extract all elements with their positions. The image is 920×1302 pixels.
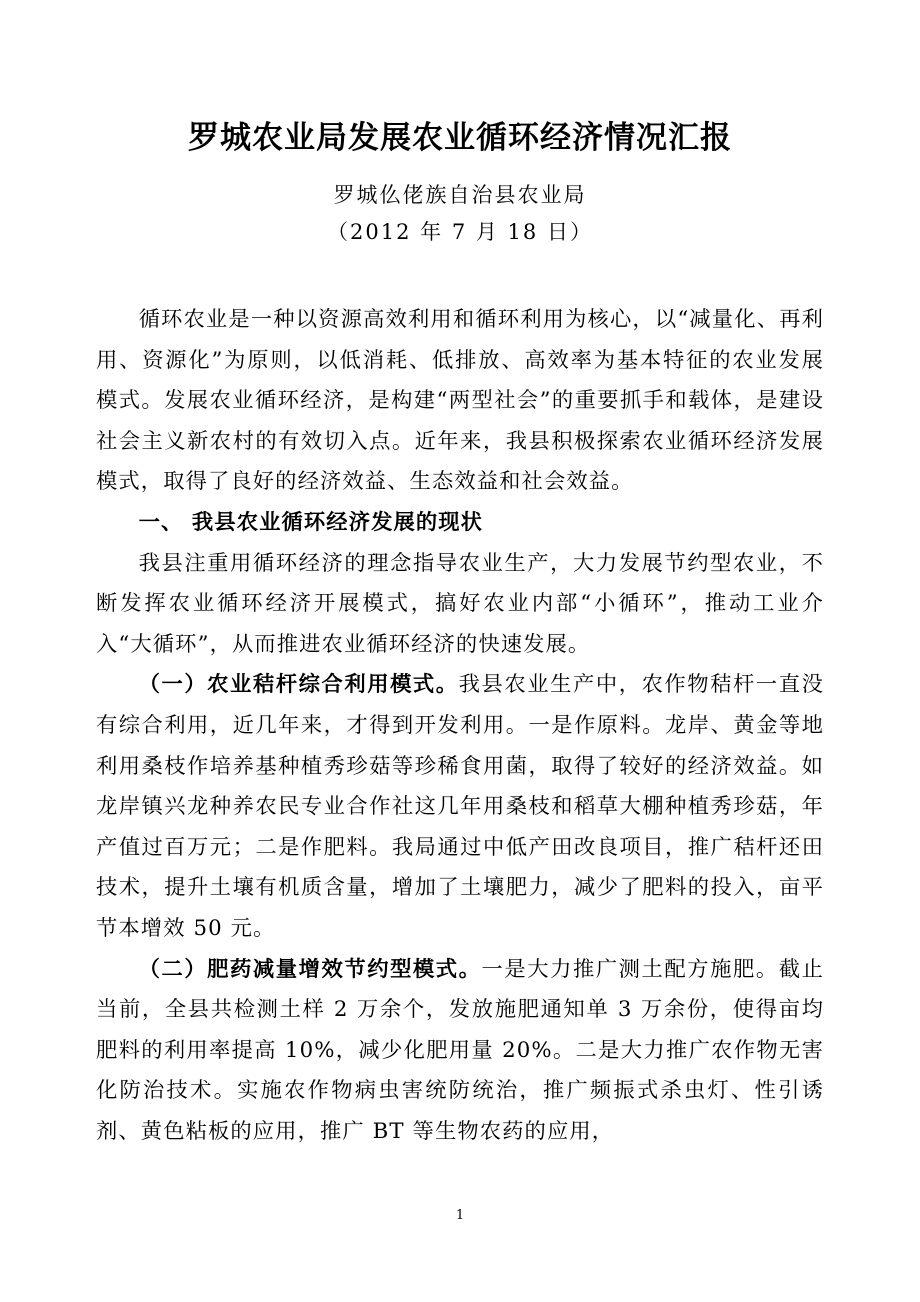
section-heading: 一、 我县农业循环经济发展的现状 bbox=[138, 509, 484, 535]
document-body bbox=[96, 300, 824, 1152]
document-author: 罗城仫佬族自治县农业局 bbox=[333, 183, 587, 207]
item-lead-fertilizer: （二）肥药减量增效节约型模式。 bbox=[138, 956, 482, 982]
intro-paragraph: 循环农业是一种以资源高效利用和循环利用为核心，以“减量化、再利用、资源化”为原则，以低消耗、低排放、高效率为基本特征的农业发展模式。发展农业循环经济，是构建“两型社会”的重要抓手和载体，是建设社会主义新农村的有效切入点。近年来，我县积极探索农业循环经济发展模式，取得了良好的经济效益、生态效益和社会效益。 bbox=[96, 307, 824, 495]
item-text-straw: 我县农业生产中，农作物秸杆一直没有综合利用，近几年来，才得到开发利用。一是作原料。龙岸、黄金等地利用桑枝作培养基种植秀珍菇等珍稀食用菌，取得了较好的经济效益。如龙岸镇兴龙种养农民专业合作社这几年用桑枝和稻草大棚种植秀珍菇，年产值过百万元；二是作肥料。我局通过中低产田改良项目，推广秸杆还田技术，提升土壤有机质含量，增加了土壤肥力，减少了肥料的投入，亩平节本增效 50 元。 bbox=[96, 672, 824, 941]
item-paragraph-straw bbox=[96, 665, 824, 949]
section-paragraph: 我县注重用循环经济的理念指导农业生产，大力发展节约型农业，不断发挥农业循环经济开展模式，搞好农业内部“小循环”，推动工业介入“大循环”，从而推进农业循环经济的快速发展。 bbox=[96, 550, 824, 657]
item-lead-straw: （一）农业秸杆综合利用模式。 bbox=[138, 672, 459, 698]
document-date: （2012 年 7 月 18 日） bbox=[327, 220, 593, 244]
item-text-fertilizer: 一是大力推广测土配方施肥。截止当前，全县共检测土样 2 万余个，发放施肥通知单 3 万余份，使得亩均肥料的利用率提高 10%，减少化肥用量 20%。二是大力推广农作物无害化防治技术。实施农作物病虫害统防统治，推广频振式杀虫灯、性引诱剂、黄色粘板的应用，推广 BT 等生物农药的应用， bbox=[96, 956, 824, 1144]
page-number: 1 bbox=[455, 1208, 465, 1223]
document-title: 罗城农业局发展农业循环经济情况汇报 bbox=[188, 120, 732, 156]
item-paragraph-fertilizer bbox=[96, 950, 824, 1153]
